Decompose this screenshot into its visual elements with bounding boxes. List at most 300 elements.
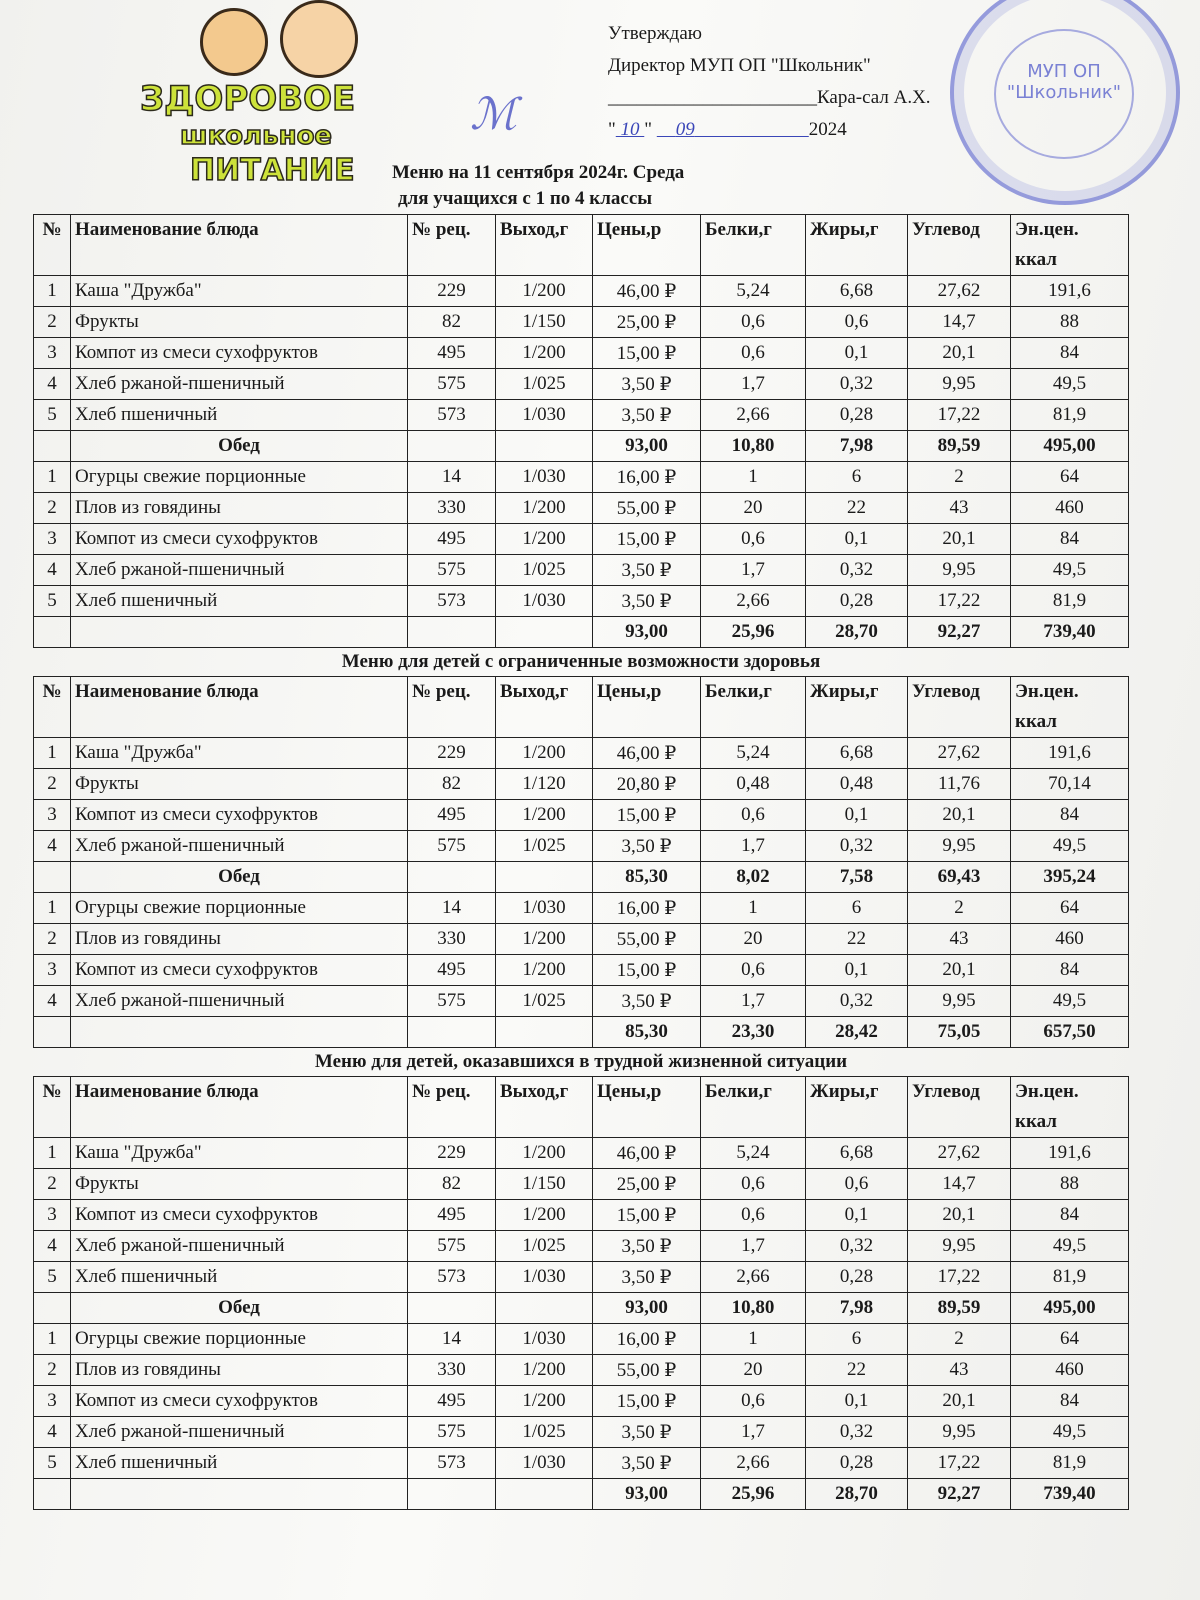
price-cell: 3,50 ₽ <box>593 831 701 862</box>
energy-cell: 84 <box>1011 955 1129 986</box>
proteins-cell: 1,7 <box>701 1417 806 1448</box>
fats-cell: Жиры,г <box>806 677 908 738</box>
recipe-no-cell: 575 <box>408 831 496 862</box>
carbs-cell: 43 <box>908 493 1011 524</box>
fats-cell: 6 <box>806 893 908 924</box>
recipe-no-cell: 575 <box>408 369 496 400</box>
energy-cell: 460 <box>1011 924 1129 955</box>
menu-table <box>33 214 1129 1510</box>
portion-cell: 1/030 <box>496 1324 593 1355</box>
energy-cell: 460 <box>1011 1355 1129 1386</box>
price-cell: Цены,р <box>593 1077 701 1138</box>
carbs-cell: 20,1 <box>908 1386 1011 1417</box>
table-row <box>34 1169 1129 1200</box>
recipe-no-cell: 575 <box>408 1417 496 1448</box>
table-row <box>34 955 1129 986</box>
proteins-cell: 20 <box>701 493 806 524</box>
carbs-cell: 2 <box>908 893 1011 924</box>
portion-cell: 1/200 <box>496 1355 593 1386</box>
dish-name-cell: Компот из смеси сухофруктов <box>71 1386 408 1417</box>
approval-year: 2024 <box>808 119 847 140</box>
table-row <box>34 586 1129 617</box>
price-cell: 93,00 <box>593 431 701 462</box>
portion-cell: 1/200 <box>496 524 593 555</box>
table-row <box>34 1417 1129 1448</box>
dish-name-cell: Компот из смеси сухофруктов <box>71 338 408 369</box>
recipe-no-cell: 14 <box>408 1324 496 1355</box>
proteins-cell: 20 <box>701 1355 806 1386</box>
fats-cell: Жиры,г <box>806 215 908 276</box>
dish-name-cell: Хлеб ржаной-пшеничный <box>71 986 408 1017</box>
recipe-no-cell: 82 <box>408 1169 496 1200</box>
fats-cell: 6,68 <box>806 276 908 307</box>
fats-cell: 0,32 <box>806 369 908 400</box>
portion-cell: 1/200 <box>496 1386 593 1417</box>
num-cell: 2 <box>34 769 71 800</box>
portion-cell: 1/030 <box>496 462 593 493</box>
carbs-cell: 43 <box>908 1355 1011 1386</box>
num-cell: 2 <box>34 924 71 955</box>
carbs-cell: Углевод <box>908 215 1011 276</box>
num-cell: № <box>34 215 71 276</box>
portion-cell: 1/025 <box>496 831 593 862</box>
energy-cell: 81,9 <box>1011 1262 1129 1293</box>
portion-cell: 1/025 <box>496 1231 593 1262</box>
table-row <box>34 400 1129 431</box>
dish-name-cell: Каша "Дружба" <box>71 1138 408 1169</box>
signature: ℳ <box>470 90 518 139</box>
fats-cell: 22 <box>806 493 908 524</box>
price-cell: 25,00 ₽ <box>593 307 701 338</box>
energy-cell: 84 <box>1011 1200 1129 1231</box>
carbs-cell: 75,05 <box>908 1017 1011 1048</box>
carbs-cell: 20,1 <box>908 338 1011 369</box>
price-cell: Цены,р <box>593 215 701 276</box>
header-row <box>34 1077 1129 1138</box>
num-cell: 3 <box>34 800 71 831</box>
portion-cell: 1/150 <box>496 1169 593 1200</box>
portion-cell: Выход,г <box>496 1077 593 1138</box>
portion-cell: 1/030 <box>496 400 593 431</box>
fats-cell: 0,32 <box>806 986 908 1017</box>
recipe-no-cell <box>408 1479 496 1510</box>
carbs-cell: 69,43 <box>908 862 1011 893</box>
num-cell: № <box>34 677 71 738</box>
dish-name-cell: Обед <box>71 1293 408 1324</box>
section-title: Меню для детей, оказавшихся в трудной жизненной ситуации <box>34 1048 1129 1077</box>
portion-cell <box>496 862 593 893</box>
dish-name-cell: Наименование блюда <box>71 1077 408 1138</box>
director-name: Кара-сал А.Х. <box>817 87 931 108</box>
recipe-no-cell <box>408 862 496 893</box>
fats-cell: 0,6 <box>806 1169 908 1200</box>
energy-cell: 84 <box>1011 524 1129 555</box>
energy-cell: 49,5 <box>1011 1417 1129 1448</box>
energy-cell: 49,5 <box>1011 831 1129 862</box>
portion-cell: 1/200 <box>496 924 593 955</box>
proteins-cell: Белки,г <box>701 1077 806 1138</box>
carbs-cell: 2 <box>908 462 1011 493</box>
proteins-cell: 5,24 <box>701 276 806 307</box>
fats-cell: 0,32 <box>806 1231 908 1262</box>
recipe-no-cell: 573 <box>408 400 496 431</box>
num-cell: 1 <box>34 1324 71 1355</box>
price-cell: 55,00 ₽ <box>593 493 701 524</box>
recipe-no-cell: № рец. <box>408 677 496 738</box>
price-cell: 85,30 <box>593 1017 701 1048</box>
price-cell: 46,00 ₽ <box>593 738 701 769</box>
num-cell: 2 <box>34 307 71 338</box>
num-cell: 1 <box>34 738 71 769</box>
fats-cell: 0,1 <box>806 338 908 369</box>
table-row <box>34 769 1129 800</box>
table-row <box>34 1355 1129 1386</box>
recipe-no-cell: 575 <box>408 1231 496 1262</box>
num-cell <box>34 617 71 648</box>
price-cell: 15,00 ₽ <box>593 338 701 369</box>
energy-cell: 395,24 <box>1011 862 1129 893</box>
section-title-row <box>34 1048 1129 1077</box>
price-cell: 15,00 ₽ <box>593 800 701 831</box>
fats-cell: 7,98 <box>806 431 908 462</box>
proteins-cell: 0,6 <box>701 800 806 831</box>
num-cell: 3 <box>34 524 71 555</box>
dish-name-cell: Плов из говядины <box>71 493 408 524</box>
carbs-cell: 2 <box>908 1324 1011 1355</box>
approval-block: Утверждаю Директор МУП ОП "Школьник" ______________________Кара-сал А.Х. " 10 " 09 2024 <box>608 18 931 146</box>
energy-cell: 495,00 <box>1011 431 1129 462</box>
portion-cell: 1/200 <box>496 955 593 986</box>
energy-cell: 49,5 <box>1011 1231 1129 1262</box>
table-row <box>34 493 1129 524</box>
carbs-cell: 9,95 <box>908 369 1011 400</box>
dish-name-cell: Хлеб пшеничный <box>71 1448 408 1479</box>
dish-name-cell: Компот из смеси сухофруктов <box>71 800 408 831</box>
price-cell: 15,00 ₽ <box>593 1200 701 1231</box>
fats-cell: 6,68 <box>806 1138 908 1169</box>
price-cell: 93,00 <box>593 617 701 648</box>
recipe-no-cell: 575 <box>408 555 496 586</box>
dish-name-cell: Обед <box>71 862 408 893</box>
proteins-cell: 0,6 <box>701 524 806 555</box>
recipe-no-cell: 495 <box>408 524 496 555</box>
healthy-school-food-logo <box>140 0 420 195</box>
director-title: Директор МУП ОП "Школьник" <box>608 55 871 76</box>
energy-cell: 88 <box>1011 1169 1129 1200</box>
price-cell: 15,00 ₽ <box>593 955 701 986</box>
dish-name-cell: Огурцы свежие порционные <box>71 893 408 924</box>
price-cell: 16,00 ₽ <box>593 893 701 924</box>
portion-cell: Выход,г <box>496 215 593 276</box>
table-row <box>34 1262 1129 1293</box>
dish-name-cell: Огурцы свежие порционные <box>71 1324 408 1355</box>
proteins-cell: Белки,г <box>701 677 806 738</box>
recipe-no-cell: 495 <box>408 955 496 986</box>
carbs-cell: 9,95 <box>908 986 1011 1017</box>
energy-cell: Эн.цен. ккал <box>1011 677 1129 738</box>
fats-cell: 22 <box>806 1355 908 1386</box>
num-cell <box>34 1017 71 1048</box>
proteins-cell: 0,6 <box>701 1169 806 1200</box>
price-cell: 3,50 ₽ <box>593 1262 701 1293</box>
table-row <box>34 738 1129 769</box>
dish-name-cell <box>71 1017 408 1048</box>
fats-cell: 6 <box>806 1324 908 1355</box>
table-row <box>34 524 1129 555</box>
proteins-cell: 0,6 <box>701 1386 806 1417</box>
fats-cell: 0,28 <box>806 1262 908 1293</box>
num-cell: 3 <box>34 1386 71 1417</box>
price-cell: 3,50 ₽ <box>593 555 701 586</box>
dish-name-cell: Наименование блюда <box>71 677 408 738</box>
recipe-no-cell: 495 <box>408 800 496 831</box>
carbs-cell: 17,22 <box>908 400 1011 431</box>
num-cell: 3 <box>34 955 71 986</box>
carbs-cell: 17,22 <box>908 1448 1011 1479</box>
approval-heading: Утверждаю <box>608 23 702 44</box>
energy-cell: 739,40 <box>1011 617 1129 648</box>
dish-name-cell: Хлеб ржаной-пшеничный <box>71 369 408 400</box>
fats-cell: 0,1 <box>806 800 908 831</box>
section-title-row <box>34 648 1129 677</box>
energy-cell: 495,00 <box>1011 1293 1129 1324</box>
carbs-cell: 27,62 <box>908 1138 1011 1169</box>
energy-cell: 84 <box>1011 800 1129 831</box>
proteins-cell: Белки,г <box>701 215 806 276</box>
energy-cell: 81,9 <box>1011 586 1129 617</box>
table-row <box>34 986 1129 1017</box>
portion-cell: 1/025 <box>496 986 593 1017</box>
fats-cell: Жиры,г <box>806 1077 908 1138</box>
portion-cell: 1/025 <box>496 1417 593 1448</box>
proteins-cell: 2,66 <box>701 1262 806 1293</box>
portion-cell: 1/200 <box>496 1138 593 1169</box>
dish-name-cell: Хлеб пшеничный <box>71 586 408 617</box>
table-row <box>34 1138 1129 1169</box>
energy-cell: 739,40 <box>1011 1479 1129 1510</box>
table-row <box>34 1448 1129 1479</box>
recipe-no-cell: № рец. <box>408 215 496 276</box>
energy-cell: 81,9 <box>1011 1448 1129 1479</box>
fats-cell: 22 <box>806 924 908 955</box>
proteins-cell: 1 <box>701 462 806 493</box>
price-cell: 20,80 ₽ <box>593 769 701 800</box>
carbs-cell: 89,59 <box>908 1293 1011 1324</box>
energy-cell: 49,5 <box>1011 369 1129 400</box>
price-cell: 16,00 ₽ <box>593 462 701 493</box>
num-cell: 5 <box>34 586 71 617</box>
fats-cell: 0,48 <box>806 769 908 800</box>
official-stamp <box>950 0 1180 205</box>
energy-cell: 70,14 <box>1011 769 1129 800</box>
price-cell: 3,50 ₽ <box>593 986 701 1017</box>
portion-cell <box>496 1017 593 1048</box>
recipe-no-cell: 330 <box>408 1355 496 1386</box>
energy-cell: 88 <box>1011 307 1129 338</box>
recipe-no-cell: 229 <box>408 1138 496 1169</box>
table-row <box>34 1386 1129 1417</box>
carbs-cell: 14,7 <box>908 307 1011 338</box>
recipe-no-cell: 575 <box>408 986 496 1017</box>
recipe-no-cell <box>408 1017 496 1048</box>
portion-cell: 1/030 <box>496 893 593 924</box>
energy-cell: 64 <box>1011 893 1129 924</box>
carbs-cell: 9,95 <box>908 1231 1011 1262</box>
fats-cell: 0,28 <box>806 586 908 617</box>
dish-name-cell: Огурцы свежие порционные <box>71 462 408 493</box>
recipe-no-cell: 14 <box>408 462 496 493</box>
cartoon-children-image <box>180 0 370 80</box>
num-cell: 1 <box>34 462 71 493</box>
recipe-no-cell: 330 <box>408 924 496 955</box>
num-cell: 1 <box>34 276 71 307</box>
header-row <box>34 215 1129 276</box>
approval-day: 10 <box>620 119 640 140</box>
price-cell: 16,00 ₽ <box>593 1324 701 1355</box>
recipe-no-cell: 330 <box>408 493 496 524</box>
table-row <box>34 307 1129 338</box>
dish-name-cell: Хлеб пшеничный <box>71 1262 408 1293</box>
carbs-cell: 20,1 <box>908 1200 1011 1231</box>
carbs-cell: 20,1 <box>908 800 1011 831</box>
portion-cell: 1/200 <box>496 800 593 831</box>
energy-cell: 657,50 <box>1011 1017 1129 1048</box>
proteins-cell: 1,7 <box>701 369 806 400</box>
dish-name-cell: Хлеб ржаной-пшеничный <box>71 1231 408 1262</box>
logo-text: школьное <box>180 121 333 151</box>
recipe-no-cell <box>408 1293 496 1324</box>
proteins-cell: 20 <box>701 924 806 955</box>
proteins-cell: 0,6 <box>701 1200 806 1231</box>
fats-cell: 7,98 <box>806 1293 908 1324</box>
price-cell: 3,50 ₽ <box>593 1417 701 1448</box>
num-cell: 2 <box>34 1355 71 1386</box>
table-row <box>34 893 1129 924</box>
dish-name-cell: Плов из говядины <box>71 1355 408 1386</box>
table-row <box>34 276 1129 307</box>
total-row <box>34 1017 1129 1048</box>
proteins-cell: 1,7 <box>701 831 806 862</box>
energy-cell: 81,9 <box>1011 400 1129 431</box>
dish-name-cell: Каша "Дружба" <box>71 276 408 307</box>
fats-cell: 28,42 <box>806 1017 908 1048</box>
portion-cell: 1/030 <box>496 586 593 617</box>
fats-cell: 28,70 <box>806 1479 908 1510</box>
price-cell: 3,50 ₽ <box>593 1448 701 1479</box>
dish-name-cell: Обед <box>71 431 408 462</box>
dish-name-cell: Компот из смеси сухофруктов <box>71 1200 408 1231</box>
subtotal-row <box>34 431 1129 462</box>
dish-name-cell: Компот из смеси сухофруктов <box>71 955 408 986</box>
dish-name-cell: Хлеб ржаной-пшеничный <box>71 831 408 862</box>
logo-text: ЗДОРОВОЕ <box>140 79 356 119</box>
dish-name-cell: Фрукты <box>71 769 408 800</box>
carbs-cell: Углевод <box>908 677 1011 738</box>
portion-cell: 1/150 <box>496 307 593 338</box>
price-cell: 46,00 ₽ <box>593 276 701 307</box>
carbs-cell: 9,95 <box>908 831 1011 862</box>
num-cell: 2 <box>34 493 71 524</box>
num-cell: 5 <box>34 1262 71 1293</box>
energy-cell: 84 <box>1011 1386 1129 1417</box>
num-cell <box>34 1293 71 1324</box>
carbs-cell: 20,1 <box>908 524 1011 555</box>
carbs-cell: 92,27 <box>908 617 1011 648</box>
table-row <box>34 338 1129 369</box>
recipe-no-cell: 573 <box>408 586 496 617</box>
table-row <box>34 555 1129 586</box>
portion-cell <box>496 431 593 462</box>
price-cell: 93,00 <box>593 1293 701 1324</box>
price-cell: 3,50 ₽ <box>593 1231 701 1262</box>
proteins-cell: 10,80 <box>701 1293 806 1324</box>
table-row <box>34 1231 1129 1262</box>
carbs-cell: 27,62 <box>908 276 1011 307</box>
table-row <box>34 924 1129 955</box>
num-cell: 1 <box>34 893 71 924</box>
carbs-cell: 17,22 <box>908 586 1011 617</box>
price-cell: 3,50 ₽ <box>593 586 701 617</box>
fats-cell: 0,1 <box>806 955 908 986</box>
num-cell: 5 <box>34 1448 71 1479</box>
energy-cell: 191,6 <box>1011 1138 1129 1169</box>
proteins-cell: 0,48 <box>701 769 806 800</box>
portion-cell: 1/200 <box>496 276 593 307</box>
dish-name-cell: Плов из говядины <box>71 924 408 955</box>
num-cell: 4 <box>34 831 71 862</box>
num-cell: 5 <box>34 400 71 431</box>
dish-name-cell: Фрукты <box>71 1169 408 1200</box>
carbs-cell: 9,95 <box>908 1417 1011 1448</box>
carbs-cell: 11,76 <box>908 769 1011 800</box>
header-row <box>34 677 1129 738</box>
price-cell: 3,50 ₽ <box>593 400 701 431</box>
fats-cell: 0,32 <box>806 831 908 862</box>
num-cell: 3 <box>34 338 71 369</box>
portion-cell: Выход,г <box>496 677 593 738</box>
table-row <box>34 1324 1129 1355</box>
proteins-cell: 25,96 <box>701 617 806 648</box>
fats-cell: 28,70 <box>806 617 908 648</box>
recipe-no-cell: 14 <box>408 893 496 924</box>
num-cell: 2 <box>34 1169 71 1200</box>
total-row <box>34 617 1129 648</box>
fats-cell: 0,1 <box>806 1386 908 1417</box>
proteins-cell: 8,02 <box>701 862 806 893</box>
price-cell: 55,00 ₽ <box>593 1355 701 1386</box>
proteins-cell: 1,7 <box>701 986 806 1017</box>
fats-cell: 0,6 <box>806 307 908 338</box>
dish-name-cell <box>71 1479 408 1510</box>
price-cell: 55,00 ₽ <box>593 924 701 955</box>
portion-cell: 1/120 <box>496 769 593 800</box>
carbs-cell: 20,1 <box>908 955 1011 986</box>
num-cell: 4 <box>34 1231 71 1262</box>
portion-cell: 1/030 <box>496 1448 593 1479</box>
dish-name-cell: Хлеб пшеничный <box>71 400 408 431</box>
logo-text: ПИТАНИЕ <box>190 153 355 188</box>
recipe-no-cell: 495 <box>408 1200 496 1231</box>
approval-month: 09 <box>675 119 695 140</box>
energy-cell: Эн.цен. ккал <box>1011 1077 1129 1138</box>
portion-cell <box>496 617 593 648</box>
fats-cell: 0,1 <box>806 1200 908 1231</box>
price-cell: 46,00 ₽ <box>593 1138 701 1169</box>
menu-subtitle: для учащихся с 1 по 4 классы <box>398 188 653 209</box>
price-cell: Цены,р <box>593 677 701 738</box>
fats-cell: 7,58 <box>806 862 908 893</box>
proteins-cell: 1 <box>701 1324 806 1355</box>
